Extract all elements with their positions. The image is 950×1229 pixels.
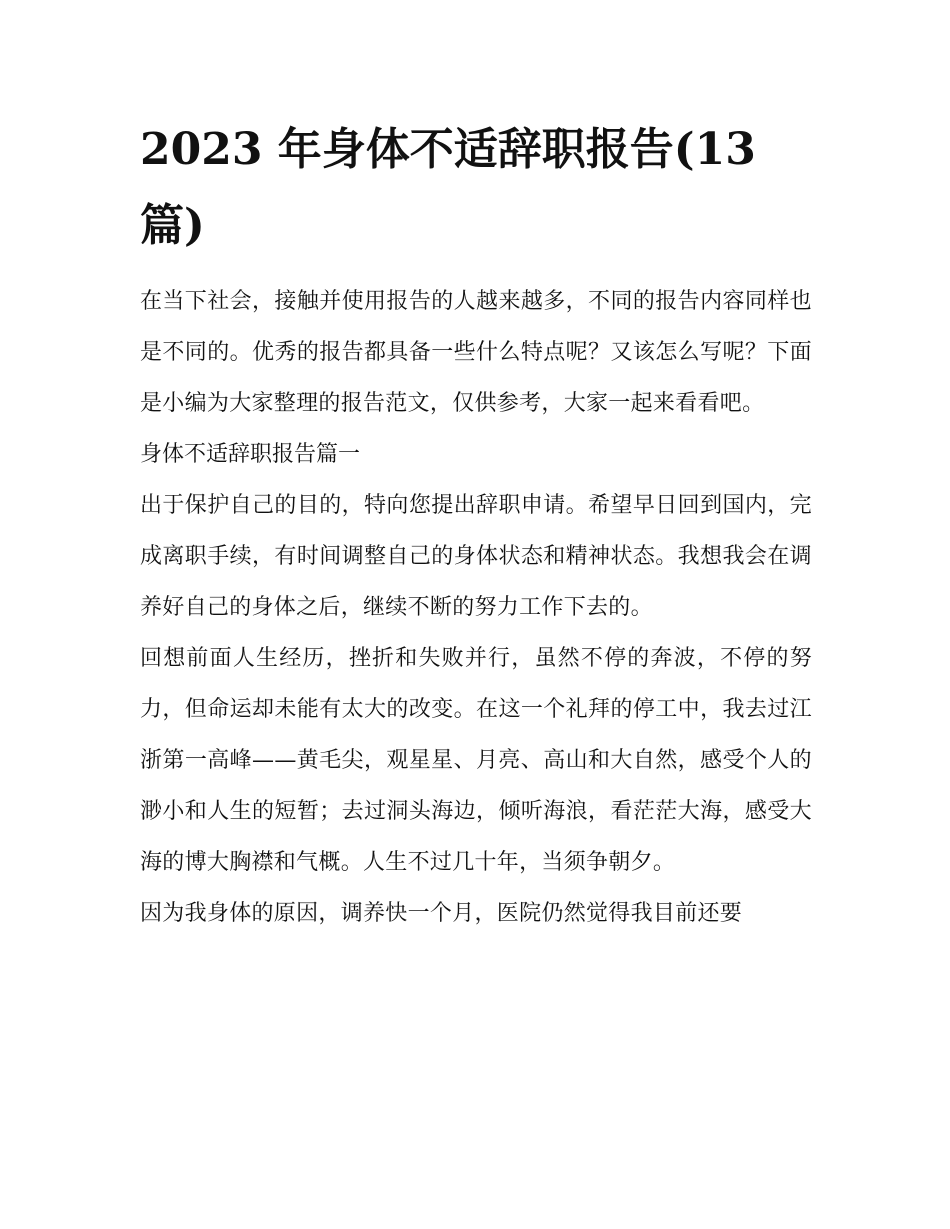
body-paragraph: 出于保护自己的目的，特向您提出辞职申请。希望早日回到国内，完成离职手续，有时间调整自己的身体状态和精神状态。我想我会在调养好自己的身体之后，继续不断的努力工作下去的。 bbox=[140, 493, 812, 620]
body-paragraph: 回想前面人生经历，挫折和失败并行，虽然不停的奔波，不停的努力，但命运却未能有太大的改变。在这一个礼拜的停工中，我去过江浙第一高峰——黄毛尖，观星星、月亮、高山和大自然，感受个人的渺小和人生的短暂；去过洞头海边，倾听海浪，看茫茫大海，感受大海的博大胸襟和气概。人生不过几十年，当须争朝夕。 bbox=[140, 646, 812, 875]
document-page bbox=[140, 112, 812, 939]
intro-paragraph: 在当下社会，接触并使用报告的人越来越多，不同的报告内容同样也是不同的。优秀的报告都具备一些什么特点呢？又该怎么写呢？下面是小编为大家整理的报告范文，仅供参考，大家一起来看看吧。 bbox=[140, 289, 812, 416]
document-title: 2023 年身体不适辞职报告(13 篇) bbox=[140, 124, 756, 251]
section-heading: 身体不适辞职报告篇一 bbox=[140, 442, 361, 467]
body-paragraph: 因为我身体的原因，调养快一个月，医院仍然觉得我目前还要 bbox=[140, 901, 743, 926]
